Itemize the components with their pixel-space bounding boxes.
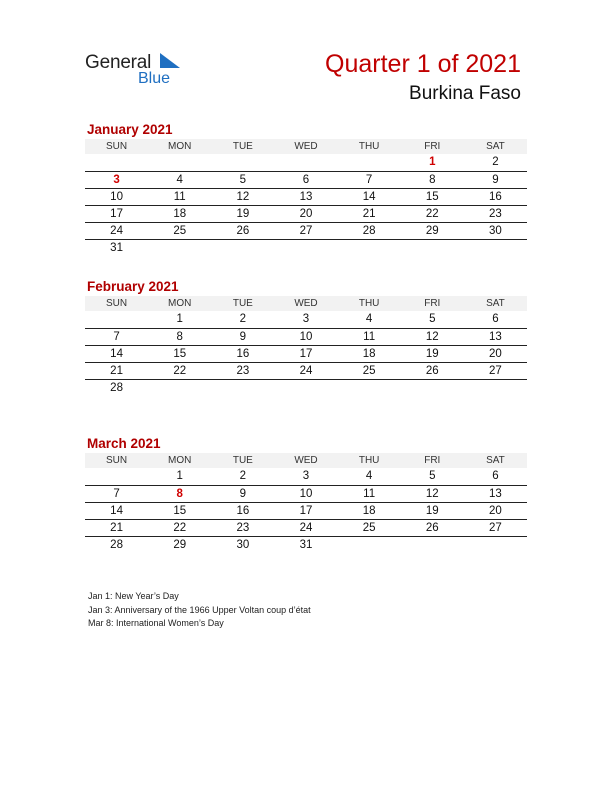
- day-cell: 16: [211, 345, 274, 362]
- day-cell: 2: [211, 468, 274, 485]
- empty-cell: [338, 379, 401, 396]
- day-cell: 15: [148, 502, 211, 519]
- weekday-header: FRI: [401, 453, 464, 468]
- weekday-header: THU: [338, 296, 401, 311]
- empty-cell: [464, 239, 527, 256]
- day-cell: 29: [173, 538, 187, 551]
- day-cell: 8: [401, 171, 464, 188]
- day-cell: 8: [148, 485, 211, 502]
- empty-cell: [211, 379, 274, 396]
- day-cell: 25: [338, 362, 401, 379]
- day-cell: 24: [85, 222, 148, 239]
- day-cell: 21: [85, 362, 148, 379]
- day-cell: 10: [274, 485, 337, 502]
- day-cell: 13: [464, 328, 527, 345]
- day-cell: 3: [85, 171, 148, 188]
- day-cell: 19: [401, 345, 464, 362]
- weekday-header: MON: [148, 296, 211, 311]
- day-cell: 28: [110, 538, 123, 551]
- day-cell: 4: [148, 171, 211, 188]
- day-cell: 10: [85, 188, 148, 205]
- day-cell: 9: [211, 328, 274, 345]
- calendar-grid: [85, 453, 527, 553]
- empty-cell: [274, 154, 337, 171]
- day-cell: 27: [274, 222, 337, 239]
- day-cell: 9: [464, 171, 527, 188]
- day-cell: 23: [464, 205, 527, 222]
- day-cell: 22: [401, 205, 464, 222]
- week-row: [85, 222, 527, 239]
- day-cell: 5: [401, 468, 464, 485]
- day-cell: 26: [401, 519, 464, 536]
- day-cell: 14: [85, 345, 148, 362]
- weekday-header: TUE: [211, 296, 274, 311]
- day-cell: 14: [85, 502, 148, 519]
- day-cell: 16: [464, 188, 527, 205]
- day-cell: 11: [338, 485, 401, 502]
- day-cell: 27: [464, 519, 527, 536]
- day-cell: 26: [401, 362, 464, 379]
- weekday-header: SAT: [464, 296, 527, 311]
- day-cell: 24: [274, 362, 337, 379]
- empty-cell: [85, 311, 148, 328]
- day-cell: 31: [110, 241, 123, 254]
- week-row: [85, 239, 527, 256]
- empty-cell: [85, 468, 148, 485]
- weekday-header: SUN: [85, 453, 148, 468]
- holiday-note: Mar 8: International Women’s Day: [88, 618, 224, 628]
- week-row: [85, 379, 527, 396]
- day-cell: 25: [338, 519, 401, 536]
- day-cell: 5: [401, 311, 464, 328]
- weekday-header: WED: [274, 139, 337, 154]
- month-title: March 2021: [87, 436, 161, 451]
- empty-cell: [85, 154, 148, 171]
- weekday-header: SUN: [85, 139, 148, 154]
- empty-cell: [148, 239, 211, 256]
- day-cell: 28: [110, 381, 123, 394]
- day-cell: 26: [211, 222, 274, 239]
- day-cell: 6: [274, 171, 337, 188]
- day-cell: 20: [274, 205, 337, 222]
- weekday-header: FRI: [401, 139, 464, 154]
- day-cell: 3: [274, 468, 337, 485]
- month-title: January 2021: [87, 122, 173, 137]
- day-cell: 28: [338, 222, 401, 239]
- day-cell: 2: [211, 311, 274, 328]
- empty-cell: [401, 536, 464, 553]
- empty-cell: [338, 239, 401, 256]
- country-name: Burkina Faso: [409, 83, 521, 104]
- day-cell: 17: [274, 345, 337, 362]
- holiday-note: Jan 3: Anniversary of the 1966 Upper Voltan coup d’état: [88, 604, 311, 615]
- week-row: [85, 311, 527, 328]
- logo-triangle-icon: [160, 53, 180, 68]
- day-cell: 1: [148, 468, 211, 485]
- weekday-header: SUN: [85, 296, 148, 311]
- day-cell: 30: [236, 538, 250, 551]
- day-cell: 15: [401, 188, 464, 205]
- day-cell: 12: [401, 485, 464, 502]
- week-row: [85, 188, 527, 205]
- day-cell: 30: [464, 222, 527, 239]
- empty-cell: [274, 379, 337, 396]
- day-cell: 7: [85, 485, 148, 502]
- day-cell: 24: [274, 519, 337, 536]
- day-cell: 19: [211, 205, 274, 222]
- day-cell: 6: [464, 311, 527, 328]
- day-cell: 21: [85, 519, 148, 536]
- empty-cell: [338, 536, 401, 553]
- day-cell: 11: [148, 188, 211, 205]
- day-cell: 27: [464, 362, 527, 379]
- day-cell: 14: [338, 188, 401, 205]
- day-cell: 17: [85, 205, 148, 222]
- day-cell: 3: [274, 311, 337, 328]
- page-title: Quarter 1 of 2021: [325, 50, 521, 78]
- empty-cell: [148, 379, 211, 396]
- day-cell: 13: [464, 485, 527, 502]
- day-cell: 18: [148, 205, 211, 222]
- day-cell: 9: [211, 485, 274, 502]
- week-row: [85, 328, 527, 345]
- day-cell: 18: [338, 345, 401, 362]
- day-cell: 1: [401, 154, 464, 171]
- generalblue-logo: [85, 50, 195, 90]
- logo-blue-text: Blue: [138, 70, 171, 87]
- day-cell: 20: [464, 345, 527, 362]
- day-cell: 7: [85, 328, 148, 345]
- weekday-header: SAT: [464, 139, 527, 154]
- day-cell: 25: [148, 222, 211, 239]
- day-cell: 1: [148, 311, 211, 328]
- empty-cell: [401, 239, 464, 256]
- day-cell: 12: [401, 328, 464, 345]
- day-cell: 8: [148, 328, 211, 345]
- weekday-header: MON: [148, 139, 211, 154]
- calendar-grid: [85, 139, 527, 256]
- week-row: [85, 519, 527, 536]
- week-row: [85, 485, 527, 502]
- calendar-grid: [85, 296, 527, 396]
- weekday-header: THU: [338, 139, 401, 154]
- empty-cell: [338, 154, 401, 171]
- weekday-header: THU: [338, 453, 401, 468]
- day-cell: 18: [338, 502, 401, 519]
- empty-cell: [401, 379, 464, 396]
- weekday-header: WED: [274, 453, 337, 468]
- week-row: [85, 468, 527, 485]
- weekday-header: WED: [274, 296, 337, 311]
- day-cell: 4: [338, 311, 401, 328]
- day-cell: 13: [274, 188, 337, 205]
- month-january: [85, 121, 527, 256]
- empty-cell: [464, 536, 527, 553]
- week-row: [85, 502, 527, 519]
- holiday-note: Jan 1: New Year’s Day: [88, 591, 179, 601]
- week-row: [85, 154, 527, 171]
- logo-general-text: General: [85, 52, 152, 73]
- empty-cell: [211, 239, 274, 256]
- month-march: [85, 435, 527, 553]
- empty-cell: [148, 154, 211, 171]
- day-cell: 31: [299, 538, 313, 551]
- day-cell: 11: [338, 328, 401, 345]
- day-cell: 7: [338, 171, 401, 188]
- day-cell: 10: [274, 328, 337, 345]
- day-cell: 19: [401, 502, 464, 519]
- day-cell: 2: [464, 154, 527, 171]
- day-cell: 12: [211, 188, 274, 205]
- month-february: [85, 278, 527, 396]
- week-row: [85, 536, 527, 553]
- day-cell: 5: [211, 171, 274, 188]
- empty-cell: [211, 154, 274, 171]
- day-cell: 21: [338, 205, 401, 222]
- day-cell: 20: [464, 502, 527, 519]
- day-cell: 23: [211, 362, 274, 379]
- week-row: [85, 171, 527, 188]
- day-cell: 17: [274, 502, 337, 519]
- day-cell: 15: [148, 345, 211, 362]
- day-cell: 29: [401, 222, 464, 239]
- empty-cell: [464, 379, 527, 396]
- weekday-header: MON: [148, 453, 211, 468]
- weekday-header: FRI: [401, 296, 464, 311]
- day-cell: 22: [148, 362, 211, 379]
- week-row: [85, 345, 527, 362]
- week-row: [85, 362, 527, 379]
- day-cell: 22: [148, 519, 211, 536]
- day-cell: 16: [211, 502, 274, 519]
- day-cell: 4: [338, 468, 401, 485]
- day-cell: 23: [211, 519, 274, 536]
- weekday-header: TUE: [211, 139, 274, 154]
- empty-cell: [274, 239, 337, 256]
- weekday-header: SAT: [464, 453, 527, 468]
- month-title: February 2021: [87, 279, 179, 294]
- weekday-header: TUE: [211, 453, 274, 468]
- holiday-notes: [88, 590, 311, 631]
- week-row: [85, 205, 527, 222]
- day-cell: 6: [464, 468, 527, 485]
